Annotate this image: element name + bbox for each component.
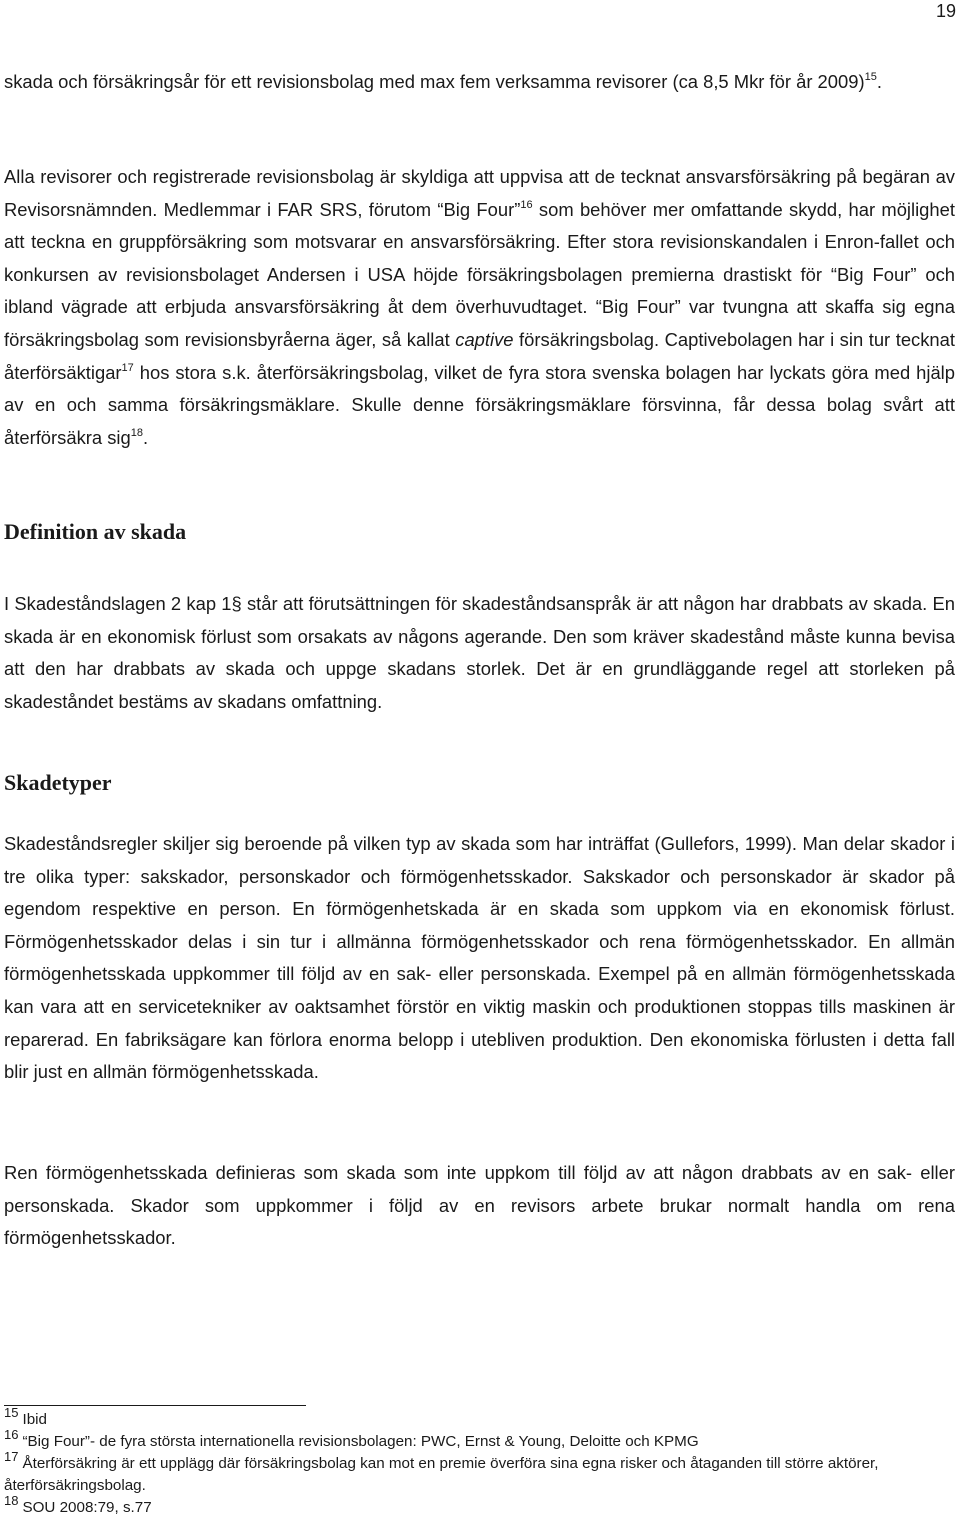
footnote-ref-18[interactable]: 18: [130, 426, 143, 439]
text-run: hos stora s.k. återförsäkringsbolag, vilket de fyra stora svenska bolagen har lyckats göra med hjälp av en och samma försäkringsmäklare. Skulle denne försäkringsmäklare försvinna, får dessa bolag svårt att återförsäkra sig: [4, 361, 955, 448]
paragraph-pure-economic-loss: Ren förmögenhetsskada definieras som skada som inte uppkom till följd av att någon drabbats av en sak- eller personskada. Skador som uppkommer i följd av en revisors arbete brukar normalt handla om rena förmögenhetsskador.: [4, 1162, 955, 1249]
paragraph-damage-types: Skadeståndsregler skiljer sig beroende på vilken typ av skada som har inträffat (Gullefors, 1999). Man delar skador i tre olika typer: sakskador, personskador och förmögenhetsskador. Sakskador och personskador är skador på egendom respektive en person. En förmögenhetskada är en skada som uppkom via en ekonomisk förlust. Förmögenhetsskador delas i sin tur i allmänna förmögenhetsskador och rena förmögenhetsskador. En allmän förmögenhetsskada uppkommer till följd av en sak- eller personskada. Exempel på en allmän förmögenhetsskada kan vara att en servicetekniker av oaktsamhet förstör en viktig maskin och produktionen stoppas tills maskinen är reparerad. En fabriksägare kan förlora enorma belopp i utebliven produktion. Den ekonomiska förlusten i detta fall blir just en allmän förmögenhetsskada.: [4, 833, 955, 1083]
footnote-number: 15: [4, 1405, 19, 1420]
paragraph-liability-insurance: [4, 161, 955, 454]
paragraph-definition: I Skadeståndslagen 2 kap 1§ står att förutsättningen för skadeståndsanspråk är att någon har drabbats av skada. En skada är en ekonomisk förlust som orsakats av någons agerande. Den som kräver skadestånd måste kunna bevisa att den har drabbats av skada och uppge skadans storlek. Det är en grundläggande regel att storleken på skadeståndet bestäms av skadans omfattning.: [4, 593, 955, 712]
footnote-number: 17: [4, 1449, 19, 1464]
footnote-text: Ibid: [22, 1411, 47, 1428]
footnote-number: 18: [4, 1493, 19, 1508]
footnote-text: Återförsäkring är ett upplägg där försäkringsbolag kan mot en premie överföra sina egna risker och åtaganden till större aktörer, återförsäkringsbolag.: [4, 1455, 879, 1494]
footnote-text: “Big Four”- de fyra största internationella revisionsbolagen: PWC, Ernst & Young, Deloitte och KPMG: [22, 1433, 699, 1450]
footnote-16: [4, 1427, 955, 1453]
footnote-17: [4, 1449, 955, 1497]
footnote-ref-17[interactable]: 17: [121, 361, 134, 374]
text-run: försäkringsbolag. Captivebolagen har i sin tur tecknat återförsäktigar: [4, 328, 955, 383]
footnote-separator: [4, 1405, 306, 1406]
text-run: .: [143, 426, 149, 448]
footnote-18: [4, 1493, 955, 1519]
page-number: 19: [935, 1, 956, 21]
footnote-ref-15[interactable]: 15: [864, 71, 877, 83]
footnote-number: 16: [4, 1427, 19, 1442]
text-run: Alla revisorer och registrerade revisionsbolag är skyldiga att uppvisa att de tecknat ansvarsförsäkring på begäran av Revisorsnämnden. Medlemmar i FAR SRS, förutom “Big Four”: [4, 166, 955, 220]
footnote-ref-16[interactable]: 16: [520, 198, 533, 211]
text-run: skada och försäkringsår för ett revisionsbolag med max fem verksamma revisorer (ca 8,5 Mkr för år 2009): [4, 71, 865, 92]
footnote-15: [4, 1405, 955, 1431]
heading-definition-of-damage: Definition av skada: [4, 519, 187, 544]
paragraph-insurance-cost: [4, 66, 955, 99]
footnotes: [4, 1405, 955, 1519]
heading-damage-types: Skadetyper: [4, 770, 112, 795]
text-run: som behöver mer omfattande skydd, har möjlighet att teckna en gruppförsäkring som motsvarar en ansvarsförsäkring. Efter stora revisionskandalen i Enron-fallet och konkursen av revisionsbolaget Andersen i USA höjde försäkringsbolagen premierna drastiskt för “Big Four” och ibland vägrade att erbjuda ansvarsförsäkring åt dem överhuvudtaget. “Big Four” var tvungna att skaffa sig egna försäkringsbolag som revisionsbyråerna äger, så kallat: [4, 198, 955, 350]
footnote-text: SOU 2008:79, s.77: [22, 1499, 152, 1516]
text-run: .: [876, 71, 882, 92]
italic-term-captive: captive: [455, 328, 514, 350]
